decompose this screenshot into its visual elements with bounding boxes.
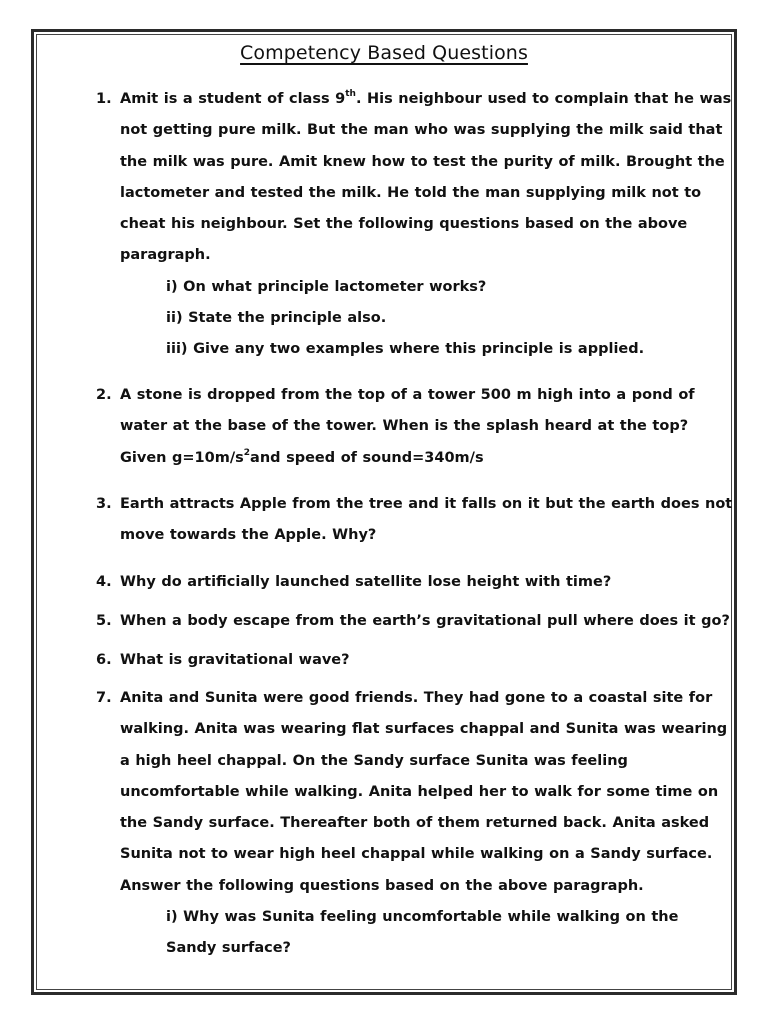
- question-text: [120, 567, 688, 598]
- question-line: A stone is dropped from the top of a tower 500 m high into a pond of: [120, 387, 695, 403]
- question-number: 5.: [96, 613, 112, 629]
- question-line: Why do artificially launched satellite lose height with time?: [120, 574, 612, 590]
- question-number: 4.: [96, 574, 112, 590]
- question-line: lactometer and tested the milk. He told the man supplying milk not to: [120, 184, 702, 201]
- question-line: When a body escape from the earth’s gravitational pull where does it go?: [120, 613, 730, 629]
- question-line: the Sandy surface. Thereafter both of them returned back. Anita asked: [120, 815, 710, 832]
- question-text: [120, 645, 688, 676]
- question-line: Answer the following questions based on the above paragraph.: [120, 877, 644, 894]
- question-line: paragraph.: [120, 247, 211, 264]
- question-line: walking. Anita was wearing flat surfaces chappal and Sunita was wearing: [120, 721, 728, 738]
- question-line: Anita and Sunita were good friends. They had gone to a coastal site for: [120, 690, 713, 706]
- question-text: [120, 606, 730, 637]
- question-line: a high heel chappal. On the Sandy surface Sunita was feeling: [120, 752, 628, 769]
- page-title: Competency Based Questions: [240, 42, 528, 64]
- question-text: [120, 683, 728, 965]
- question-line: Given $g=10m/s^2and$ speed of sound=340m/s: [120, 447, 484, 466]
- question-line: Amit is a student of class 9th. His neighbour used to complain that he was: [120, 89, 732, 107]
- question-text: [120, 380, 695, 474]
- question-number: 7.: [96, 690, 112, 706]
- sub-question: i) On what principle lactometer works?: [166, 278, 487, 295]
- question-text: [120, 84, 732, 366]
- question-line: move towards the Apple. Why?: [120, 527, 377, 544]
- sub-question: Sandy surface?: [166, 940, 291, 957]
- question-line: the milk was pure. Amit knew how to test the purity of milk. Brought the: [120, 153, 725, 170]
- question-line: What is gravitational wave?: [120, 652, 350, 668]
- question-number: 1.: [96, 91, 112, 107]
- question-number: 2.: [96, 387, 112, 403]
- question-number: 6.: [96, 652, 112, 668]
- question-text: [120, 489, 733, 552]
- question-line: Earth attracts Apple from the tree and it falls on it but the earth does not: [120, 496, 733, 512]
- sub-question: iii) Give any two examples where this principle is applied.: [166, 341, 645, 358]
- sub-question: i) Why was Sunita feeling uncomfortable while walking on the: [166, 909, 679, 926]
- question-line: cheat his neighbour. Set the following questions based on the above: [120, 216, 688, 233]
- question-line: water at the base of the tower. When is the splash heard at the top?: [120, 418, 689, 435]
- sub-question: ii) State the principle also.: [166, 310, 387, 327]
- question-number: 3.: [96, 496, 112, 512]
- question-line: uncomfortable while walking. Anita helped her to walk for some time on: [120, 783, 719, 800]
- question-line: Sunita not to wear high heel chappal while walking on a Sandy surface.: [120, 846, 713, 863]
- question-line: not getting pure milk. But the man who was supplying the milk said that: [120, 122, 723, 139]
